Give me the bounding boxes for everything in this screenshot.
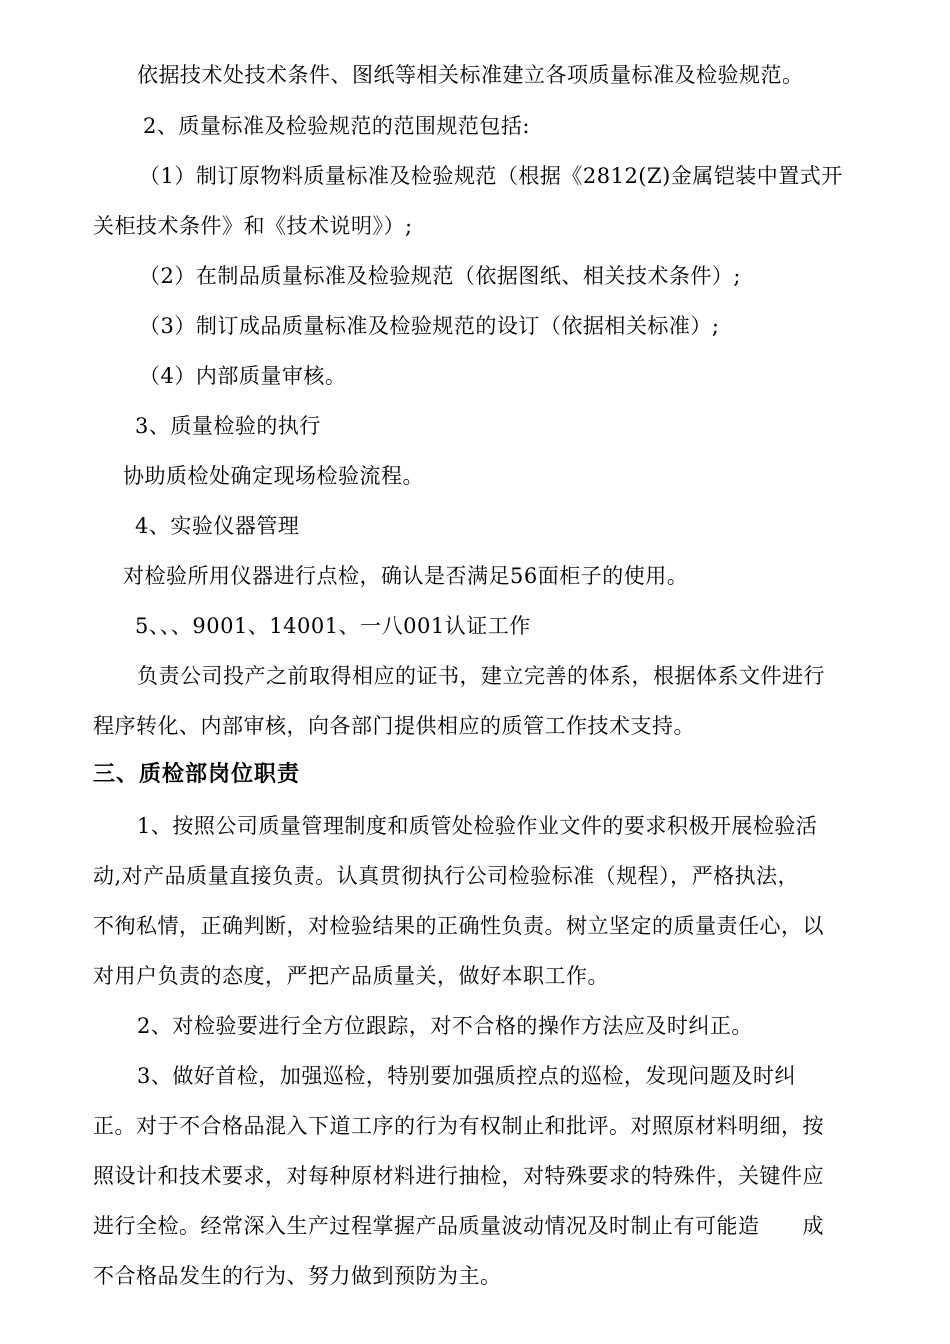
section-item-2: 2、质量标准及检验规范的范围规范包括: <box>143 114 530 138</box>
list-item-4: （4）内部质量审核。 <box>139 364 347 388</box>
list-item-2: （2）在制品质量标准及检验规范（依据图纸、相关技术条件）; <box>139 264 741 288</box>
text-line: 进行全检。经常深入生产过程掌握产品质量波动情况及时制止有可能造 成 <box>93 1214 824 1238</box>
text-line: 对检验所用仪器进行点检，确认是否满足56面柜子的使用。 <box>123 564 689 588</box>
section-item-4: 4、实验仪器管理 <box>135 514 300 538</box>
text-line: 协助质检处确定现场检验流程。 <box>123 464 424 488</box>
text-line: 不合格品发生的行为、努力做到预防为主。 <box>93 1264 502 1288</box>
text-line: 负责公司投产之前取得相应的证书，建立完善的体系，根据体系文件进行 <box>137 664 825 688</box>
section-item-5: 5、、、9001、14001、一八001认证工作 <box>135 614 531 638</box>
duty-item-2: 2、对检验要进行全方位跟踪，对不合格的操作方法应及时纠正。 <box>137 1014 753 1038</box>
text-line: 对用户负责的态度，严把产品质量关，做好本职工作。 <box>93 964 609 988</box>
text-line: 动,对产品质量直接负责。认真贯彻执行公司检验标准（规程），严格执法， <box>93 864 800 888</box>
list-item-3: （3）制订成品质量标准及检验规范的设订（依据相关标准）; <box>139 314 720 338</box>
section-heading: 三、质检部岗位职责 <box>93 762 301 787</box>
list-item-1: （1）制订原物料质量标准及检验规范（根据《2812(Z)金属铠装中置式开 <box>139 164 843 188</box>
section-item-3: 3、质量检验的执行 <box>135 414 321 438</box>
text-line: 正。对于不合格品混入下道工序的行为有权制止和批评。对照原材料明细，按 <box>93 1114 824 1138</box>
text-line: 照设计和技术要求，对每种原材料进行抽检，对特殊要求的特殊件，关键件应 <box>93 1164 824 1188</box>
text-line: 依据技术处技术条件、图纸等相关标准建立各项质量标准及检验规范。 <box>137 63 804 87</box>
text-line: 程序转化、内部审核，向各部门提供相应的质管工作技术支持。 <box>93 714 695 738</box>
duty-item-3: 3、做好首检，加强巡检，特别要加强质控点的巡检，发现问题及时纠 <box>137 1064 796 1088</box>
text-line: 不徇私情，正确判断，对检验结果的正确性负责。树立坚定的质量责任心，以 <box>93 914 824 938</box>
duty-item-1: 1、按照公司质量管理制度和质管处检验作业文件的要求积极开展检验活 <box>137 814 818 838</box>
text-line: 关柜技术条件》和《技术说明》）; <box>93 214 413 238</box>
